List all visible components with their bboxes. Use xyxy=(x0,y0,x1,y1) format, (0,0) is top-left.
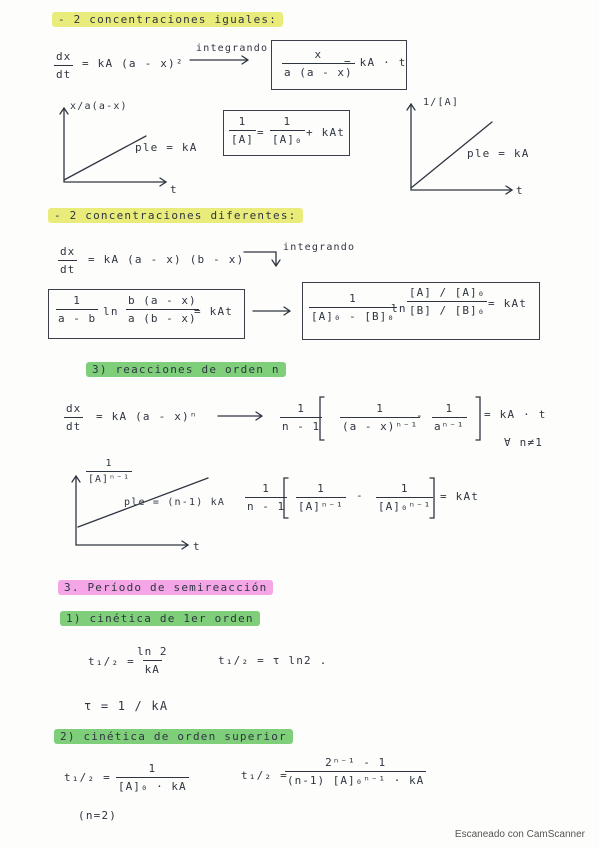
graph1-xlabel: t xyxy=(170,183,178,196)
half1-lhs: t₁/₂ = xyxy=(88,655,135,668)
eq3-f2n: 1 xyxy=(376,402,384,415)
heading-different-concentrations: - 2 concentraciones diferentes: xyxy=(48,208,303,223)
box1-n2: 1 xyxy=(283,115,292,128)
graph1-slope: ple = kA xyxy=(135,141,198,154)
eq2-rhs: = kA (a - x) (b - x) xyxy=(88,253,245,266)
graph1-axes xyxy=(64,108,166,182)
box3-n1: 1 xyxy=(349,292,357,305)
box3-d1: [A]₀ - [B]₀ xyxy=(309,307,397,323)
eq2-arrow xyxy=(244,252,280,266)
half2-num1: 1 xyxy=(148,762,157,775)
heading-equal-concentrations: - 2 concentraciones iguales: xyxy=(52,12,283,27)
graph3-ylabel-den: [A]ⁿ⁻¹ xyxy=(86,471,132,485)
heading-order-n: 3) reacciones de orden n xyxy=(86,362,286,377)
eq1-arrow xyxy=(190,56,248,64)
box1-n1: 1 xyxy=(238,115,247,128)
eq4-left-bracket xyxy=(284,478,288,518)
eq1-result-rhs: = kA · t xyxy=(344,56,407,69)
eq3-rhs: = kA (a - x)ⁿ xyxy=(96,410,198,423)
eq2-lhs-den: dt xyxy=(58,260,77,276)
heading-half-life: 3. Período de semireacción xyxy=(58,580,273,595)
scanner-watermark: Escaneado con CamScanner xyxy=(454,829,585,840)
half1-tau: τ = 1 / kA xyxy=(84,699,169,713)
eq3-left-bracket xyxy=(320,397,324,440)
eq3-arrow xyxy=(218,412,262,420)
graph3-xlabel: t xyxy=(193,540,201,553)
box2-ln: ln xyxy=(103,305,119,318)
eq4-f3d: [A]₀ⁿ⁻¹ xyxy=(376,497,433,513)
box1-eq: = xyxy=(257,126,265,139)
eq3-f1n: 1 xyxy=(297,402,305,415)
box-arrow xyxy=(253,307,290,315)
graph3-slope: ple = (n-1) kA xyxy=(124,497,226,508)
graph3-axes xyxy=(76,476,188,545)
box3-ln: ln xyxy=(391,302,407,315)
graph2-ylabel: 1/[A] xyxy=(423,97,460,108)
half2-lhs1: t₁/₂ = xyxy=(64,771,111,784)
eq1-result-num: x xyxy=(314,48,323,61)
graph2-slope: ple = kA xyxy=(467,147,530,160)
eq3-right-bracket xyxy=(476,397,480,440)
eq3-f3n: 1 xyxy=(445,402,454,415)
eq1-arrow-label: integrando xyxy=(196,43,269,54)
eq3-minus: - xyxy=(416,409,424,422)
eq3-f3d: aⁿ⁻¹ xyxy=(432,417,467,433)
half2-num2: 2ⁿ⁻¹ - 1 xyxy=(325,756,387,769)
eq3-f2d: (a - x)ⁿ⁻¹ xyxy=(340,417,420,433)
eq1-rhs: = kA (a - x)² xyxy=(82,57,184,70)
eq3-condition: ∀ n≠1 xyxy=(504,436,544,449)
box3-n2: [A] / [A]₀ xyxy=(409,286,486,299)
eq3-result: = kA · t xyxy=(484,408,547,421)
box1-rhs: + kAt xyxy=(306,126,346,139)
box1-d2: [A]₀ xyxy=(270,130,305,146)
graph2-xlabel: t xyxy=(516,184,524,197)
box3-rhs: = kAt xyxy=(488,297,528,310)
box2-n2: b (a - x) xyxy=(128,294,197,307)
eq4-f3n: 1 xyxy=(400,482,409,495)
half1-alt: t₁/₂ = τ ln2 . xyxy=(218,654,328,667)
box2-d1: a - b xyxy=(56,309,98,325)
half2-den2: (n-1) [A]₀ⁿ⁻¹ · kA xyxy=(285,771,426,787)
box3-d2: [B] / [B]₀ xyxy=(407,301,487,317)
graph1-line xyxy=(64,136,146,180)
eq3-f1d: n - 1 xyxy=(280,417,322,433)
eq2-arrow-label: integrando xyxy=(283,242,356,253)
eq4-minus: - xyxy=(356,489,364,502)
box2-rhs: = kAt xyxy=(194,305,234,318)
eq4-right-bracket xyxy=(430,478,434,518)
graph3-arrowheads xyxy=(72,476,188,549)
graph1-ylabel: x/a(a-x) xyxy=(70,101,128,112)
box2-d2: a (b - x) xyxy=(126,309,199,325)
eq1-result-den: a (a - x) xyxy=(282,63,355,79)
heading-higher-order: 2) cinética de orden superior xyxy=(54,729,293,744)
half2-den1: [A]₀ · kA xyxy=(116,777,189,793)
heading-first-order: 1) cinética de 1er orden xyxy=(60,611,260,626)
half2-lhs2: t₁/₂ = xyxy=(241,769,288,782)
eq4-result: = kAt xyxy=(440,490,480,503)
half1-num: ln 2 xyxy=(137,645,168,658)
eq3-lhs-den: dt xyxy=(64,417,83,433)
graph3-ylabel-num: 1 xyxy=(105,458,113,469)
box1-d1: [A] xyxy=(229,130,256,146)
box2-n1: 1 xyxy=(73,294,81,307)
eq1-lhs-num: dx xyxy=(56,50,72,63)
half2-note: (n=2) xyxy=(78,809,118,822)
eq4-f1d: n - 1 xyxy=(245,497,287,513)
graph2-line xyxy=(411,122,492,188)
eq4-f1n: 1 xyxy=(262,482,270,495)
eq1-lhs-den: dt xyxy=(54,65,73,81)
eq4-f2n: 1 xyxy=(317,482,325,495)
eq3-lhs-num: dx xyxy=(66,402,82,415)
eq4-f2d: [A]ⁿ⁻¹ xyxy=(296,497,346,513)
graph3-line xyxy=(78,478,208,527)
half1-den: kA xyxy=(143,660,162,676)
eq2-lhs-num: dx xyxy=(60,245,76,258)
